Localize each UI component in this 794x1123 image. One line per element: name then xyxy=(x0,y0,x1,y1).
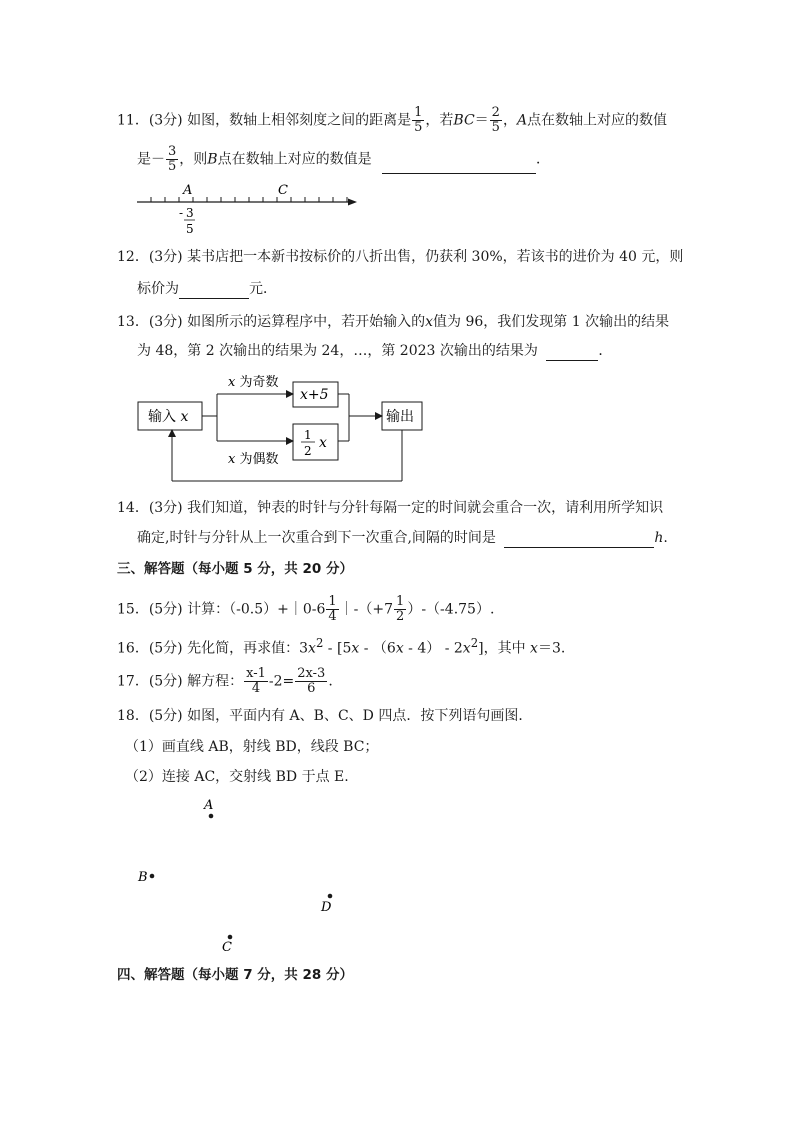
point-d-dot xyxy=(328,894,333,899)
section-3-heading: 三、解答题（每小题 5 分，共 20 分） xyxy=(117,561,353,577)
q16-sup2: 2 xyxy=(470,636,479,650)
q16-text: 先化简，再求值：3 xyxy=(187,640,309,657)
q13-text: 如图所示的运算程序中，若开始输入的 xyxy=(187,314,426,330)
input-label: 输入 x xyxy=(148,409,189,425)
q12-number: 12．(3分) xyxy=(117,249,183,265)
q14-line1 xyxy=(117,498,663,518)
q13-text-2: 为 48，第 2 次输出的结果为 24，…，第 2023 次输出的结果为 xyxy=(137,343,538,359)
point-b-label: B xyxy=(207,151,218,168)
fraction-two-fifths: $\frac{2}{5}$ xyxy=(491,105,500,135)
q14-end: . xyxy=(663,530,668,546)
q12-text: 某书店把一本新书按标价的八折出售，仍获利 30%，若该书的进价为 40 元，则 xyxy=(187,249,684,265)
q16-t3: - （6 xyxy=(359,640,396,657)
q11-text-4: 点在数轴上对应的数值 xyxy=(527,112,668,129)
q16-x3: x xyxy=(395,640,404,657)
q15-text-2: ｜-（+7 xyxy=(339,601,394,618)
output-label: 输出 xyxy=(386,409,414,425)
answer-blank-q11[interactable] xyxy=(382,157,536,174)
fraction-one-fifth: $\frac{1}{5}$ xyxy=(414,105,423,135)
label-c: C xyxy=(278,183,288,198)
answer-blank-q14[interactable] xyxy=(504,531,654,548)
point-c: C xyxy=(222,940,232,955)
q13-text-1b: 值为 96，我们发现第 1 次输出的结果 xyxy=(433,314,670,330)
label-three: 3 xyxy=(186,206,194,220)
q18-step2: （2）连接 AC，交射线 BD 于点 E. xyxy=(125,769,349,785)
q11-equals: ＝ xyxy=(474,112,489,129)
label-minus: - xyxy=(179,206,184,220)
q16-x2: x xyxy=(351,640,360,657)
section-4-heading: 四、解答题（每小题 7 分，共 28 分） xyxy=(117,967,353,983)
q15-text: 计算：（-0.5）+｜0-6 xyxy=(187,601,326,618)
add-five-label: x+5 xyxy=(300,387,329,403)
q18-text: 如图，平面内有 A、B、C、D 四点．按下列语句画图． xyxy=(187,708,533,724)
point-b: B xyxy=(138,870,148,885)
q16-t6: ＝3. xyxy=(537,640,566,657)
number-line-figure xyxy=(135,180,365,240)
q18-line xyxy=(117,706,532,726)
q16-x1: x xyxy=(308,640,316,657)
segment-bc: BC xyxy=(453,112,475,129)
point-a-label: A xyxy=(516,112,528,129)
fraction-three-fifths: $\frac{3}{5}$ xyxy=(168,144,177,174)
q15-text-3: ）-（-4.75）. xyxy=(407,601,495,618)
q13-end: ． xyxy=(598,343,613,359)
half-x: x xyxy=(319,435,327,451)
q16-t2: - [5 xyxy=(323,640,352,657)
answer-blank-q13[interactable] xyxy=(546,344,598,361)
fraction-x-minus-1-over-4: $\frac{x-1}{4}$ xyxy=(246,666,266,696)
q15-number: 15．(5分) xyxy=(117,601,183,618)
q11-text: 如图，数轴上相邻刻度之间的距离是 xyxy=(187,112,412,129)
q17-line xyxy=(117,667,333,696)
variable-x: x xyxy=(425,314,434,330)
fraction-2x-minus-3-over-6: $\frac{2x-3}{6}$ xyxy=(297,666,326,696)
q11-text-5: 是－ xyxy=(137,151,165,168)
q11-text-7: 点在数轴上对应的数值是 xyxy=(217,151,372,168)
q11-line2 xyxy=(137,145,550,174)
fraction-one-half: $\frac{1}{2}$ xyxy=(396,594,405,624)
point-a: A xyxy=(204,798,214,813)
q11-text-6: ，则 xyxy=(179,151,208,168)
q12-line2 xyxy=(137,279,277,299)
odd-label: x 为奇数 xyxy=(228,375,279,390)
q11-comma: ， xyxy=(502,112,517,129)
q14-text-2: 确定,时针与分针从上一次重合到下一次重合,间隔的时间是 xyxy=(137,530,496,546)
q12-line1 xyxy=(117,247,683,267)
q16-t4: - 4） - 2 xyxy=(403,640,463,657)
q14-text: 我们知道，钟表的时针与分针每隔一定的时间就会重合一次，请利用所学知识 xyxy=(187,500,664,516)
q17-text: 解方程： xyxy=(187,673,244,690)
q11-number: 11．(3分) xyxy=(117,112,183,129)
half-box xyxy=(293,424,338,460)
point-c-dot xyxy=(228,935,233,940)
q11-text-2: ，若 xyxy=(425,112,454,129)
q11-end: ． xyxy=(536,151,551,168)
q12-unit: 元． xyxy=(249,281,277,297)
label-five: 5 xyxy=(186,222,194,236)
axis-arrow-icon xyxy=(348,199,357,206)
q15-line xyxy=(117,595,494,624)
q18-step1: （1）画直线 AB，射线 BD，线段 BC； xyxy=(125,739,379,755)
q16-number: 16．(5分) xyxy=(117,640,183,657)
q16-t5: ]，其中 xyxy=(478,640,531,657)
point-d: D xyxy=(321,900,332,915)
q17-text-2: -2= xyxy=(268,673,295,690)
q14-line2 xyxy=(137,528,668,548)
half-denominator: 2 xyxy=(304,444,312,458)
point-b-dot xyxy=(150,874,155,879)
points-figure xyxy=(130,795,350,960)
fraction-one-quarter: $\frac{1}{4}$ xyxy=(328,594,337,624)
q14-unit: h xyxy=(654,530,664,546)
even-label: x 为偶数 xyxy=(228,452,279,467)
q12-text-2: 标价为 xyxy=(137,281,179,297)
q17-number: 17．(5分) xyxy=(117,673,183,690)
q16-x5: x xyxy=(530,640,538,657)
q18-number: 18．(5分) xyxy=(117,708,183,724)
q16-x4: x xyxy=(462,640,471,657)
q14-number: 14．(3分) xyxy=(117,500,183,516)
q13-line1 xyxy=(117,312,669,332)
point-a-dot xyxy=(209,814,214,819)
q11-line1 xyxy=(117,106,667,135)
label-a: A xyxy=(183,183,193,198)
q13-number: 13．(3分) xyxy=(117,314,183,330)
q17-text-3: . xyxy=(328,673,333,690)
answer-blank-q12[interactable] xyxy=(179,282,249,299)
q13-line2 xyxy=(137,341,612,361)
half-numerator: 1 xyxy=(304,428,312,442)
q16-line xyxy=(117,633,565,659)
flowchart-figure xyxy=(135,368,430,486)
q16-sup1: 2 xyxy=(315,636,324,650)
